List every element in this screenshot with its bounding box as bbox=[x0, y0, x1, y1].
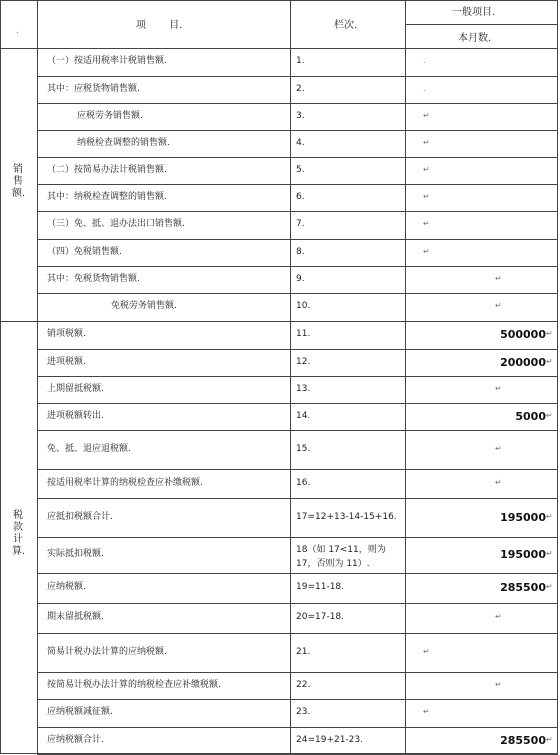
row-column-no: 4. bbox=[296, 137, 305, 148]
row-divider bbox=[37, 403, 558, 404]
row-divider bbox=[37, 573, 558, 574]
row-label: （三）免、抵、退办法出口销售额. bbox=[47, 219, 185, 229]
table-border-left bbox=[0, 0, 1, 754]
paragraph-mark: ↵ bbox=[495, 443, 502, 453]
row-label: 其中：免税货物销售额. bbox=[47, 273, 140, 284]
row-label: 其中：应税货物销售额. bbox=[47, 83, 140, 94]
row-value: 200000 bbox=[500, 355, 546, 369]
row-column-no: 16. bbox=[296, 477, 311, 488]
row-label: 进项税额. bbox=[47, 356, 86, 367]
paragraph-mark: . bbox=[423, 56, 426, 65]
paragraph-mark: ↵ bbox=[546, 734, 553, 744]
paragraph-mark: ↵ bbox=[423, 246, 430, 256]
row-column-no: 7. bbox=[296, 219, 305, 229]
row-column-no: 24=19+21-23. bbox=[296, 734, 363, 745]
row-label: 按适用税率计算的纳税检查应补缴税额. bbox=[47, 477, 203, 488]
paragraph-mark: ↵ bbox=[495, 477, 502, 487]
paragraph-mark: ↵ bbox=[423, 164, 430, 174]
row-divider bbox=[37, 130, 558, 131]
column-divider bbox=[290, 0, 291, 754]
row-column-no: 10. bbox=[296, 301, 311, 311]
row-divider bbox=[37, 239, 558, 240]
row-label: 销项税额. bbox=[47, 329, 86, 339]
row-divider bbox=[37, 184, 558, 185]
header-bottom-line bbox=[0, 48, 558, 49]
row-divider bbox=[37, 603, 558, 604]
row-label: 应税劳务销售额. bbox=[77, 110, 143, 121]
row-divider bbox=[37, 672, 558, 673]
row-divider bbox=[37, 537, 558, 538]
row-value: 500000 bbox=[500, 328, 546, 341]
row-divider bbox=[37, 76, 558, 77]
paragraph-mark: ↵ bbox=[495, 679, 502, 689]
row-column-no: 14. bbox=[296, 410, 311, 421]
paragraph-mark: ↵ bbox=[546, 511, 553, 521]
row-label: 上期留抵税额. bbox=[47, 383, 104, 394]
paragraph-mark: ↵ bbox=[423, 646, 430, 656]
row-column-no: 2. bbox=[296, 83, 305, 94]
paragraph-mark: ↵ bbox=[546, 410, 553, 420]
header-general: 一般项目. bbox=[452, 7, 496, 18]
row-label: 应纳税额减征额. bbox=[47, 707, 113, 717]
paragraph-mark: ↵ bbox=[423, 191, 430, 201]
row-value: 285500 bbox=[500, 581, 546, 594]
table-border-top bbox=[0, 0, 558, 1]
paragraph-mark: . bbox=[423, 83, 426, 93]
paragraph-mark: ↵ bbox=[495, 301, 502, 310]
row-divider bbox=[37, 157, 558, 158]
row-column-no: 21. bbox=[296, 646, 311, 657]
row-column-no: 11. bbox=[296, 329, 311, 339]
row-label: 进项税额转出. bbox=[47, 410, 104, 421]
row-divider bbox=[37, 103, 558, 104]
row-label: （四）免税销售额. bbox=[47, 246, 122, 257]
row-column-no: 12. bbox=[296, 356, 311, 367]
row-column-no: 20=17-18. bbox=[296, 612, 345, 622]
row-column-no: 23. bbox=[296, 707, 311, 717]
row-label: 期末留抵税额. bbox=[47, 612, 104, 622]
paragraph-mark: ↵ bbox=[423, 137, 430, 147]
column-divider bbox=[405, 0, 406, 754]
row-column-no: 9. bbox=[296, 273, 305, 284]
row-divider bbox=[37, 211, 558, 212]
row-value: 195000 bbox=[500, 548, 546, 561]
row-label: 免税劳务销售额. bbox=[111, 301, 177, 311]
paragraph-mark: ↵ bbox=[423, 707, 430, 716]
row-column-no: 1. bbox=[296, 56, 305, 66]
paragraph-mark: ↵ bbox=[546, 549, 553, 558]
header-month: 本月数. bbox=[458, 33, 492, 44]
row-label: 其中：纳税检查调整的销售额. bbox=[47, 191, 167, 202]
paragraph-mark: ↵ bbox=[546, 356, 553, 366]
row-column-no: 22. bbox=[296, 679, 311, 690]
row-divider bbox=[37, 266, 558, 267]
paragraph-mark: ↵ bbox=[546, 329, 553, 338]
row-divider bbox=[37, 349, 558, 350]
header-divider bbox=[405, 24, 558, 25]
row-label: 应纳税额合计. bbox=[47, 734, 104, 745]
row-column-no: 17=12+13-14-15+16. bbox=[296, 511, 397, 522]
group-divider bbox=[0, 321, 37, 322]
row-value: 285500 bbox=[500, 733, 546, 747]
row-value: 195000 bbox=[500, 510, 546, 524]
row-label: 免、抵、退应退税额. bbox=[47, 443, 131, 454]
row-column-no: 18（如 17<11，则为 17，否则为 11）. bbox=[296, 545, 386, 569]
corner-mark: . bbox=[16, 26, 19, 36]
group-tax-calc: 税款计算. bbox=[12, 510, 26, 557]
row-divider bbox=[37, 321, 558, 322]
group-sales: 销售额. bbox=[12, 164, 26, 199]
row-divider bbox=[37, 727, 558, 728]
paragraph-mark: ↵ bbox=[495, 273, 502, 283]
row-label: 实际抵扣税额. bbox=[47, 549, 104, 559]
paragraph-mark: ↵ bbox=[495, 383, 502, 393]
paragraph-mark: ↵ bbox=[495, 612, 502, 621]
row-label: 应纳税额. bbox=[47, 582, 86, 592]
row-divider bbox=[37, 633, 558, 634]
row-divider bbox=[37, 376, 558, 377]
row-label: 简易计税办法计算的应纳税额. bbox=[47, 646, 167, 657]
row-column-no: 6. bbox=[296, 191, 305, 202]
row-column-no: 13. bbox=[296, 383, 311, 394]
row-divider bbox=[37, 469, 558, 470]
paragraph-mark: ↵ bbox=[546, 582, 553, 591]
row-column-no: 15. bbox=[296, 443, 311, 454]
row-column-no: 19=11-18. bbox=[296, 582, 345, 592]
row-label: （二）按简易办法计税销售额. bbox=[47, 164, 167, 175]
row-divider bbox=[37, 699, 558, 700]
row-label: 应抵扣税额合计. bbox=[47, 511, 113, 522]
row-column-no: 3. bbox=[296, 110, 305, 121]
header-col-no: 栏次. bbox=[334, 20, 358, 31]
row-divider bbox=[37, 293, 558, 294]
row-column-no: 5. bbox=[296, 164, 305, 175]
row-divider bbox=[37, 498, 558, 499]
row-divider bbox=[37, 430, 558, 431]
table-border-right bbox=[557, 0, 558, 754]
header-item: 项 目. bbox=[136, 20, 183, 31]
paragraph-mark: ↵ bbox=[423, 219, 430, 228]
row-label: 按简易计税办法计算的纳税检查应补缴税额. bbox=[47, 679, 221, 690]
paragraph-mark: ↵ bbox=[423, 110, 430, 120]
row-value: 5000 bbox=[515, 409, 546, 423]
column-divider bbox=[37, 0, 38, 754]
row-label: （一）按适用税率计税销售额. bbox=[47, 56, 167, 66]
row-label: 纳税检查调整的销售额. bbox=[77, 137, 170, 148]
row-column-no: 8. bbox=[296, 246, 305, 257]
